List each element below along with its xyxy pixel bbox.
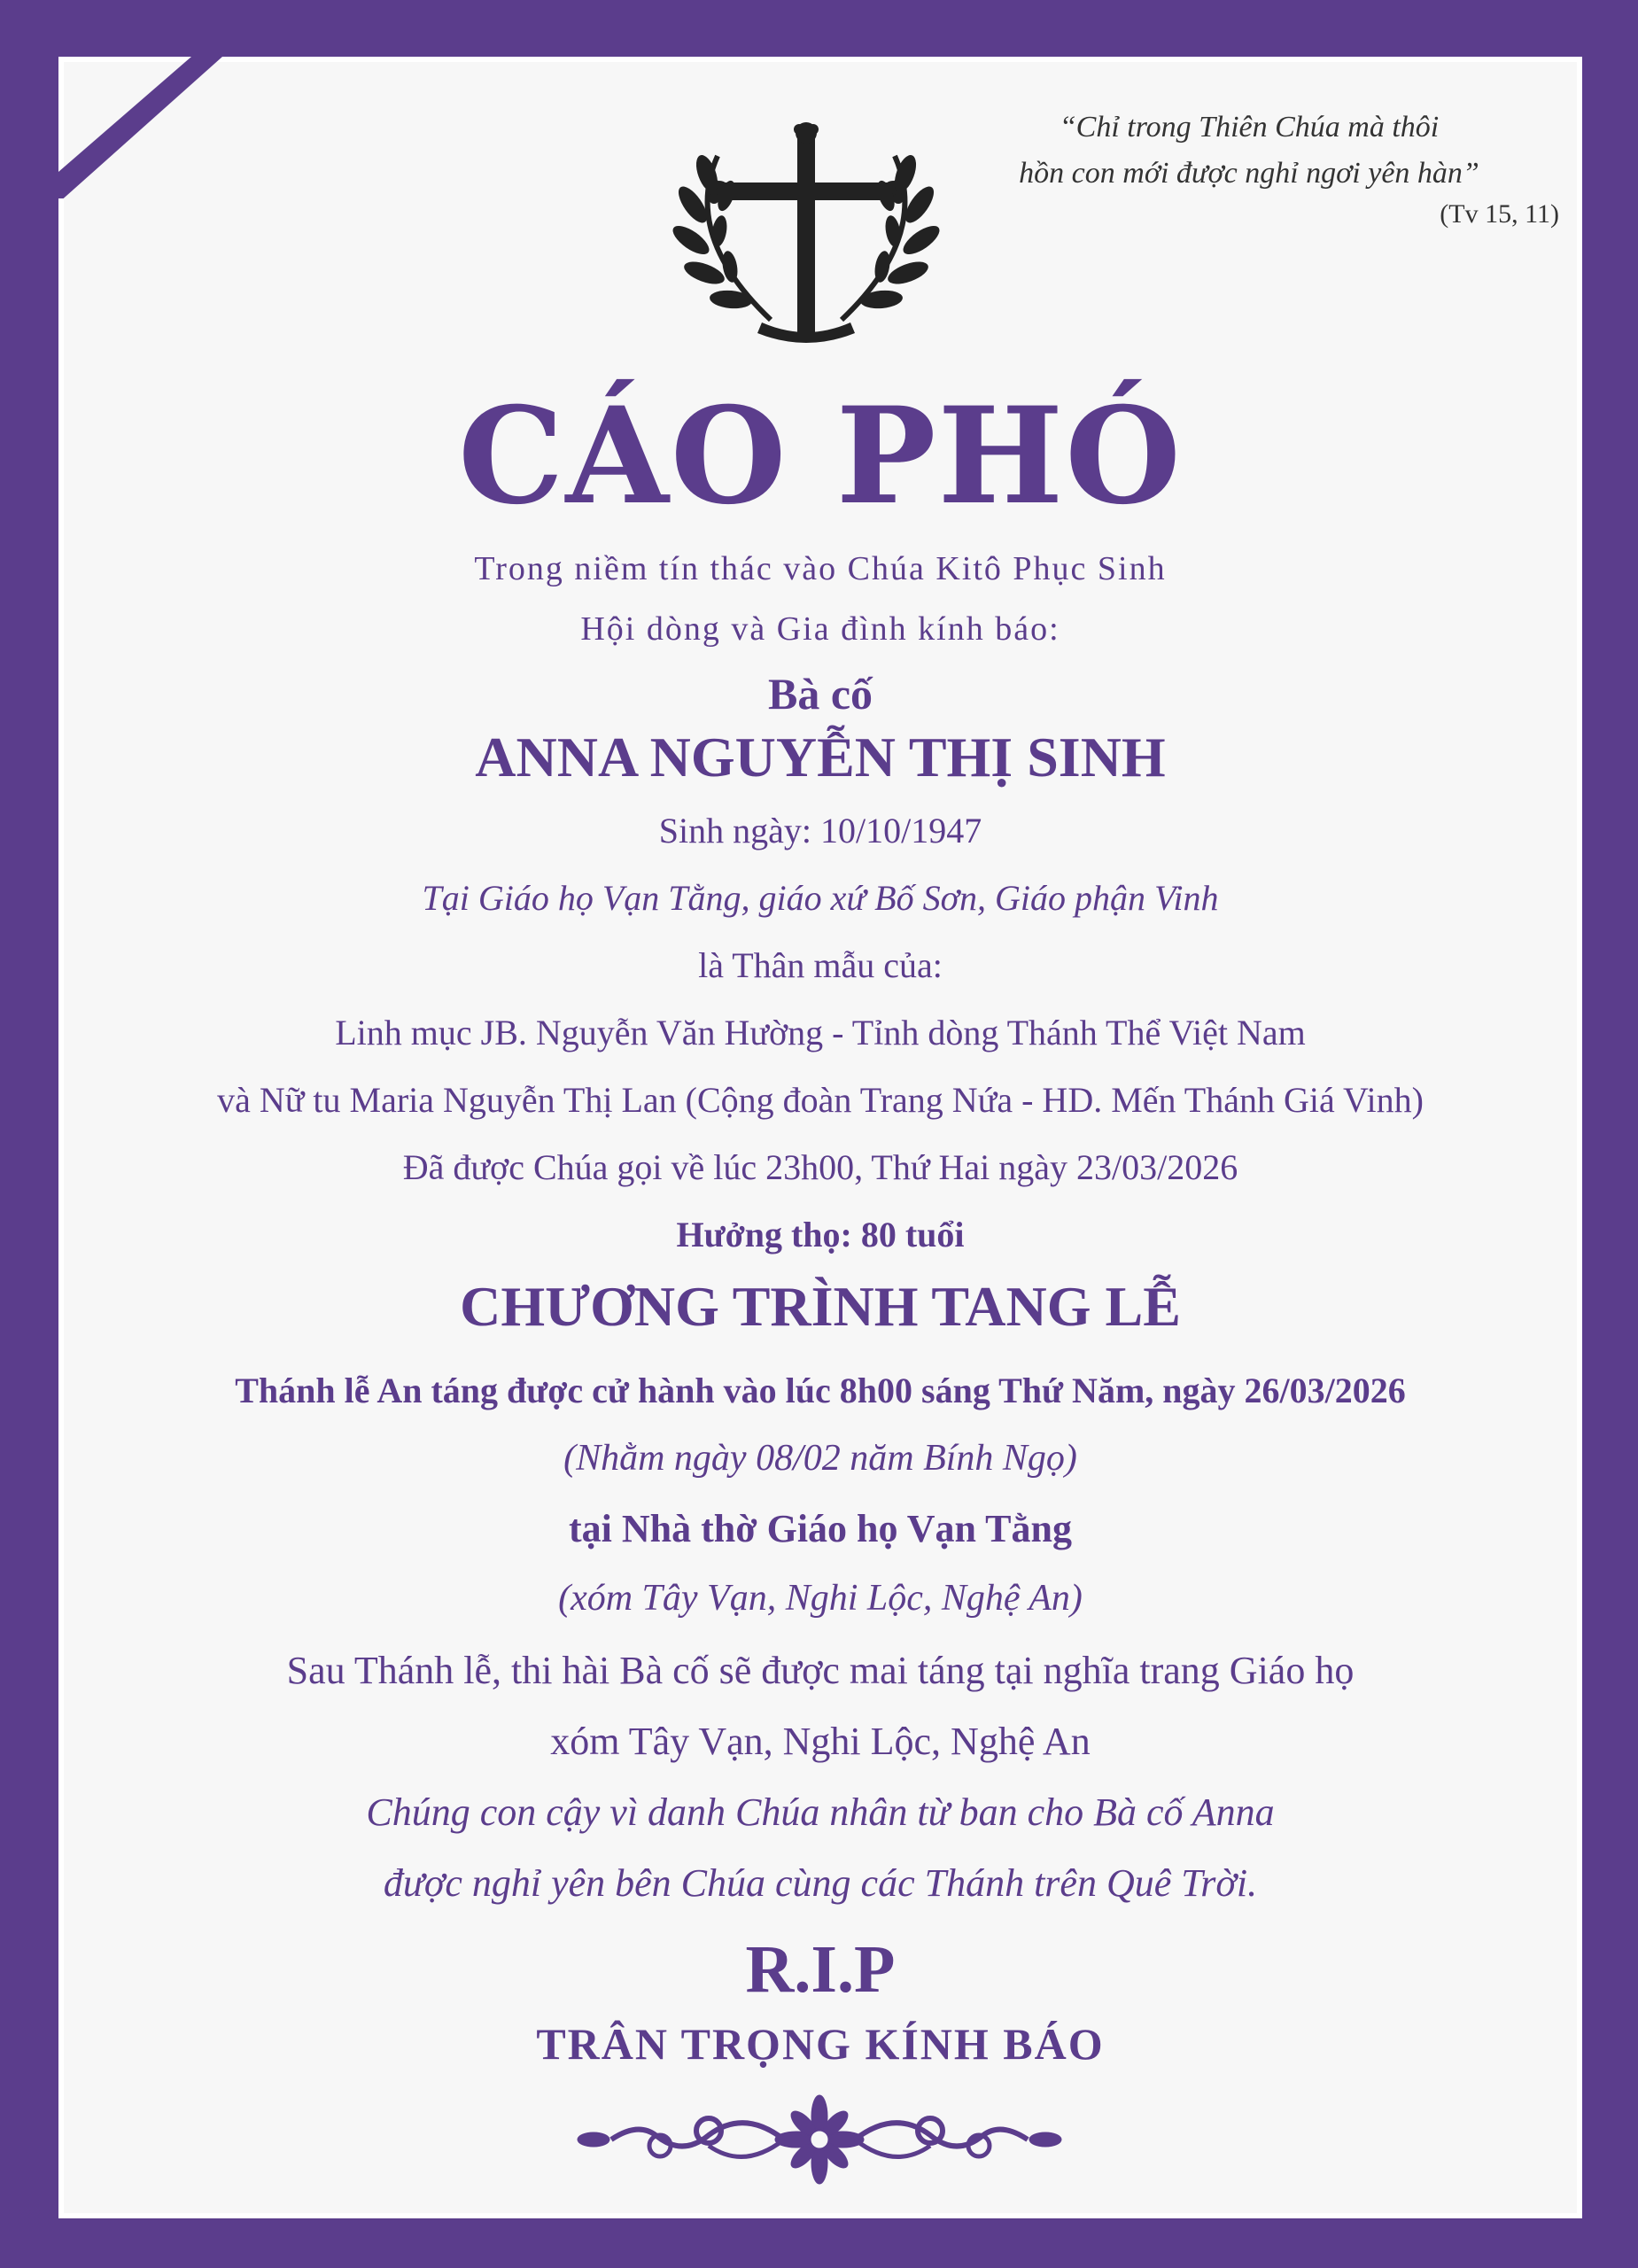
intro-line-2: Hội dòng và Gia đình kính báo: (580, 610, 1060, 648)
funeral-mass-time: Thánh lễ An táng được cử hành vào lúc 8h00 sáng Thứ Năm, ngày 26/03/2026 (235, 1371, 1406, 1410)
mourning-ribbon-icon (58, 57, 236, 198)
intro-line-1: Trong niềm tín thác vào Chúa Kitô Phục Sinh (474, 550, 1167, 587)
rip-text: R.I.P (745, 1932, 896, 2007)
birth-place: Tại Giáo họ Vạn Tằng, giáo xứ Bố Sơn, Giáo phận Vinh (422, 878, 1219, 918)
verse-reference: (Tv 15, 11) (1440, 199, 1559, 229)
prayer-line-2: được nghỉ yên bên Chúa cùng các Thánh trên Quê Trời. (383, 1861, 1258, 1905)
funeral-program-heading: CHƯƠNG TRÌNH TANG LỄ (460, 1275, 1181, 1338)
floral-flourish-icon (576, 2091, 1063, 2188)
child-priest: Linh mục JB. Nguyễn Văn Hường - Tỉnh dòng Thánh Thể Việt Nam (335, 1013, 1306, 1052)
lunar-date: (Nhằm ngày 08/02 năm Bính Ngọ) (563, 1438, 1077, 1479)
burial-line-1: Sau Thánh lễ, thi hài Bà cố sẽ được mai táng tại nghĩa trang Giáo họ (286, 1649, 1355, 1692)
bible-verse (939, 105, 1559, 197)
prayer-line-1: Chúng con cậy vì danh Chúa nhân từ ban cho Bà cố Anna (366, 1790, 1275, 1834)
burial-line-2: xóm Tây Vạn, Nghi Lộc, Nghệ An (550, 1720, 1091, 1763)
closing-text: TRÂN TRỌNG KÍNH BÁO (536, 2019, 1105, 2069)
verse-line-2: hồn con mới được nghỉ ngơi yên hàn” (1019, 157, 1479, 190)
birth-date: Sinh ngày: 10/10/1947 (658, 811, 982, 850)
cross-with-laurel-wreath-icon (664, 120, 948, 369)
church-name: tại Nhà thờ Giáo họ Vạn Tằng (568, 1507, 1072, 1550)
child-nun: và Nữ tu Maria Nguyễn Thị Lan (Cộng đoàn Trang Nứa - HD. Mến Thánh Giá Vinh) (217, 1080, 1424, 1120)
deceased-honorific: Bà cố (767, 669, 873, 718)
church-address: (xóm Tây Vạn, Nghi Lộc, Nghệ An) (558, 1578, 1083, 1619)
age-at-death: Hưởng thọ: 80 tuổi (676, 1215, 965, 1254)
obituary-title: CÁO PHÓ (458, 378, 1183, 534)
relation-label: là Thân mẫu của: (698, 945, 943, 985)
verse-line-1: “Chỉ trong Thiên Chúa mà thôi (1059, 111, 1440, 144)
deceased-name: ANNA NGUYỄN THỊ SINH (475, 726, 1166, 788)
death-notice: Đã được Chúa gọi về lúc 23h00, Thứ Hai ngày 23/03/2026 (402, 1147, 1238, 1187)
